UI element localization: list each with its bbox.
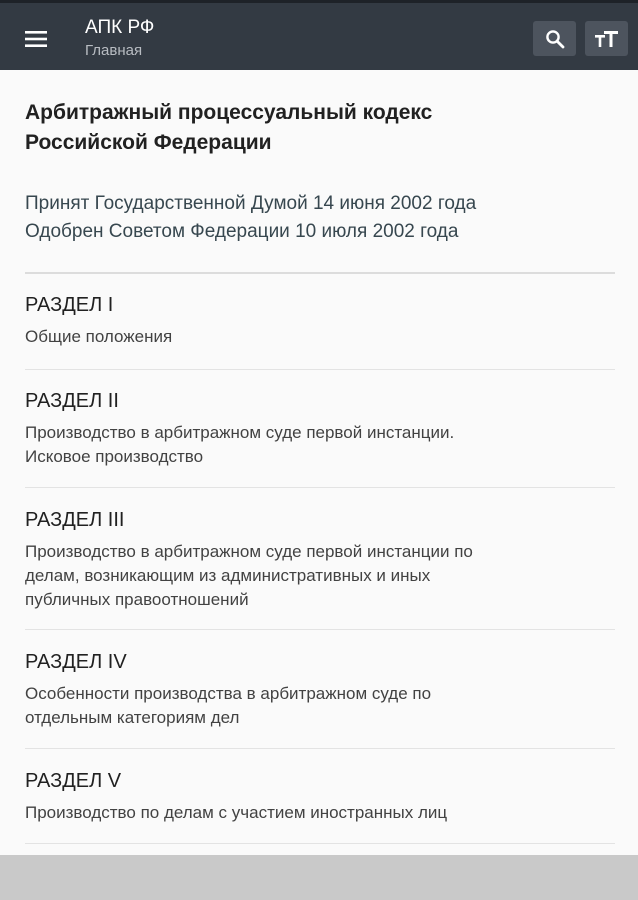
menu-button[interactable] [18,21,54,57]
section-name-line: публичных правоотношений [25,590,249,609]
section-name-line: Производство по делам с участием иностранных лиц [25,803,448,822]
document-adoption-info [25,190,615,246]
section-item-2[interactable] [25,388,615,488]
section-name [25,801,615,825]
bottom-bar [0,855,638,900]
section-number: РАЗДЕЛ IV [25,651,127,673]
section-name-line: Общие положения [25,327,173,346]
document-title-line: Российской Федерации [25,131,272,154]
adopted-text: Принят Государственной Думой 14 июня 2002 года [25,193,477,214]
title-block [85,16,154,62]
section-name [25,421,615,469]
section-item-5[interactable] [25,768,615,844]
section-name-line: отдельным категориям дел [25,708,240,727]
search-icon [545,29,565,49]
main-content [0,70,638,855]
menu-icon [25,31,47,47]
section-number: РАЗДЕЛ II [25,390,119,412]
search-button[interactable] [533,21,576,56]
section-name [25,325,615,349]
section-name-line: Исковое производство [25,447,204,466]
app-subtitle: Главная [85,42,143,59]
header-divider [25,272,615,274]
section-name-line: Производство в арбитражном суде первой инстанции. [25,423,455,442]
approved-text: Одобрен Советом Федерации 10 июля 2002 года [25,221,459,242]
section-number: РАЗДЕЛ I [25,294,114,316]
section-name-line: Производство в арбитражном суде первой инстанции по [25,542,473,561]
document-title-line: Арбитражный процессуальный кодекс [25,101,433,124]
app-title: АПК РФ [85,17,155,38]
text-size-icon [595,30,619,48]
section-item-4[interactable] [25,649,615,749]
text-size-button[interactable] [585,21,628,56]
section-item-1[interactable] [25,292,615,370]
section-name [25,682,615,730]
section-number: РАЗДЕЛ V [25,770,122,792]
section-name-line: Особенности производства в арбитражном суде по [25,684,432,703]
section-number: РАЗДЕЛ III [25,509,125,531]
section-name [25,540,615,612]
section-item-3[interactable] [25,507,615,630]
document-title [25,98,615,158]
section-name-line: делам, возникающим из административных и иных [25,566,431,585]
app-bar [0,0,638,70]
